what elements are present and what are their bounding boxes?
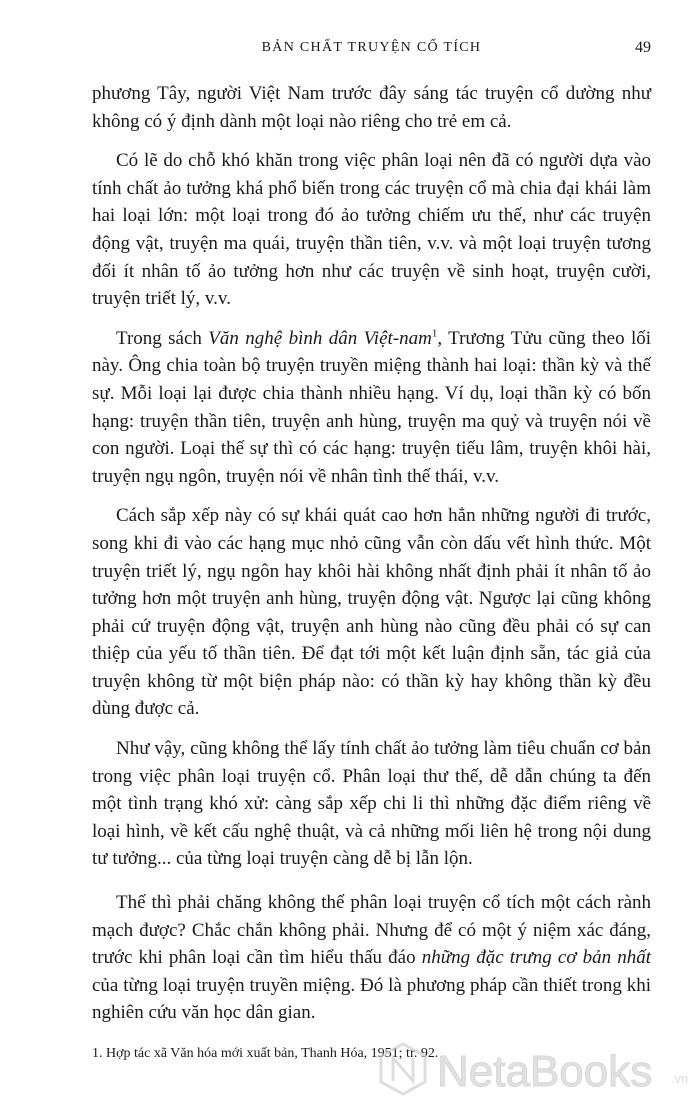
text-run: Cách sắp xếp này có sự khái quát cao hơn hẳn những người đi trước, song khi đi vào các hạng mục nhỏ cũng vẫn còn dấu vết hình thức. Một truyện triết lý, ngụ ngôn hay khôi hài không nhất định phải ít nhân tố ảo tưởng hơn một truyện anh hùng, truyện động vật. Ngược lại cũng không phải cứ truyện động vật, truyện anh hùng nào cũng đều phải có sự can thiệp của yếu tố thần tiên. Để đạt tới một kết luận định sẵn, tác giả của truyện không từ một biện pháp nào: có thần kỳ hay không thần kỳ đều dùng được cả. xyxy=(92,505,651,720)
text-run: phương Tây, người Việt Nam trước đây sáng tác truyện cổ dường như không có ý định dành một loại nào riêng cho trẻ em cả. xyxy=(92,83,651,132)
page-header xyxy=(92,40,651,66)
text-run: Có lẽ do chỗ khó khăn trong việc phân loại nên đã có người dựa vào tính chất ảo tưởng khá phổ biến trong các truyện cổ mà chia đại khái làm hai loại lớn: một loại trong đó ảo tưởng chiếm ưu thế, như các truyện động vật, truyện ma quái, truyện thần tiên, v.v. và một loại truyện tương đối ít nhân tố ảo tưởng hơn như các truyện về sinh hoạt, truyện cười, truyện triết lý, v.v. xyxy=(92,150,651,310)
footnote: 1. Hợp tác xã Văn hóa mới xuất bản, Thanh Hóa, 1951; tr. 92. xyxy=(92,1046,439,1061)
paragraph-p3 xyxy=(92,325,651,491)
running-title: BẢN CHẤT TRUYỆN CỔ TÍCH xyxy=(261,40,482,55)
text-run: Trong sách xyxy=(116,327,209,349)
body-text xyxy=(92,80,651,1039)
text-run: Thế thì phải chăng không thể phân loại truyện cổ tích một cách rành mạch được? Chắc chắn không phải. Nhưng để có một ý niệm xác đáng, trước khi phân loại cần tìm hiểu thấu đáo xyxy=(92,892,651,969)
netabooks-watermark xyxy=(375,1033,695,1111)
text-run: Như vậy, cũng không thể lấy tính chất ảo tưởng làm tiêu chuẩn cơ bản trong việc phân loại truyện cổ. Phân loại thư thế, dễ dẫn chúng ta đến một tình trạng khó xử: càng sắp xếp chi li thì những đặc điểm riêng về loại hình, về kết cấu nghệ thuật, và cả những mối liên hệ trong nội dung tư tưởng... của từng loại truyện càng dễ bị lẫn lộn. xyxy=(92,738,651,870)
paragraph-p1 xyxy=(92,80,651,135)
text-run: , Trương Tửu cũng theo lối này. Ông chia toàn bộ truyện truyền miệng thành hai loại: thần kỳ và thế sự. Mỗi loại lại được chia thành nhiều hạng. Ví dụ, loại thần kỳ có bốn hạng: truyện thần tiên, truyện anh hùng, truyện ma quỷ và truyện nói về con người. Loại thế sự thì có các hạng: truyện tiếu lâm, truyện khôi hài, truyện ngụ ngôn, truyện nói về nhân tình thế thái, v.v. xyxy=(92,327,651,487)
italic-text: Văn nghệ bình dân Việt-nam xyxy=(208,327,432,349)
italic-text: những đặc trưng cơ bản nhất xyxy=(421,947,651,969)
text-run: của từng loại truyện truyền miệng. Đó là phương pháp cần thiết trong khi nghiên cứu văn học dân gian. xyxy=(92,974,651,1024)
page-number: 49 xyxy=(635,39,651,56)
watermark-tld: .vn xyxy=(671,1071,689,1086)
paragraph-p4 xyxy=(92,502,651,723)
paragraph-p6 xyxy=(92,889,651,1027)
watermark-brand: NetaBooks xyxy=(437,1047,653,1096)
footnote-marker: 1 xyxy=(431,327,438,340)
paragraph-p5 xyxy=(92,735,651,873)
paragraph-p2 xyxy=(92,147,651,313)
netabooks-logo-icon xyxy=(375,1041,431,1097)
